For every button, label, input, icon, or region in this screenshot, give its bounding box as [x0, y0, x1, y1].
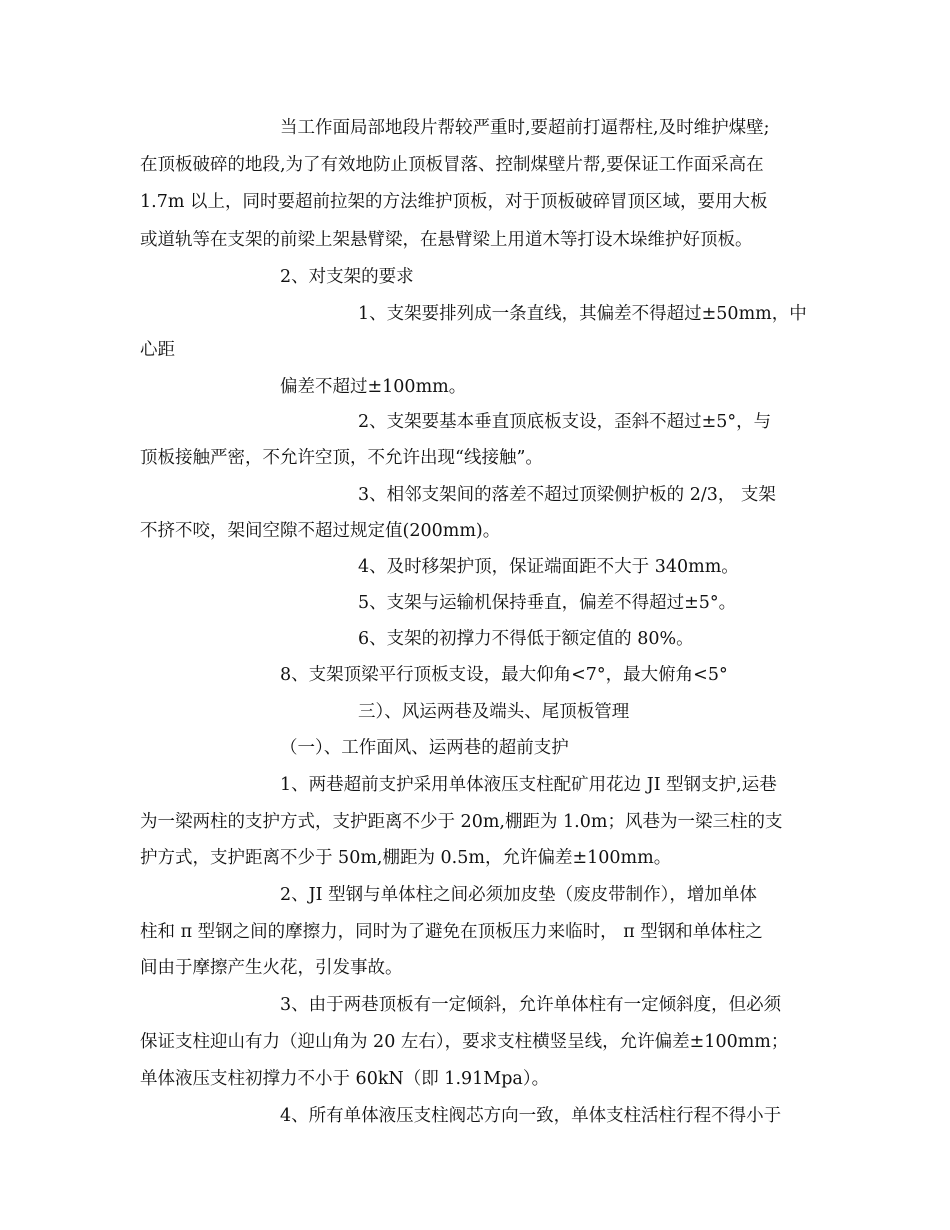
text-line: 偏差不超过±100mm。 [280, 377, 467, 397]
text-line: 为一梁两柱的支护方式，支护距离不少于 20m,棚距为 1.0m；风巷为一梁三柱的支 [140, 812, 783, 832]
text-line: 间由于摩擦产生火花，引发事故。 [140, 958, 403, 978]
text-line: 不挤不咬，架间空隙不超过规定值(200mm)。 [140, 521, 501, 541]
text-line: 心距 [140, 340, 175, 360]
list-item: 2、支架要基本垂直顶底板支设，歪斜不超过±5°，与 [358, 412, 772, 432]
list-item: 3、由于两巷顶板有一定倾斜，允许单体柱有一定倾斜度，但必须 [280, 995, 782, 1015]
list-item: 6、支架的初撑力不得低于额定值的 80%。 [358, 629, 694, 649]
section-heading: 2、对支架的要求 [280, 267, 414, 287]
text-line: 保证支柱迎山有力（迎山角为 20 左右），要求支柱横竖呈线，允许偏差±100mm； [140, 1032, 789, 1052]
text-line: 在顶板破碎的地段,为了有效地防止顶板冒落、控制煤壁片帮,要保证工作面采高在 [140, 155, 764, 175]
list-item: 8、支架顶梁平行顶板支设，最大仰角<7°，最大俯角<5° [280, 665, 728, 685]
text-line: 顶板接触严密，不允许空顶，不允许出现“线接触”。 [140, 448, 543, 468]
list-item: 1、支架要排列成一条直线，其偏差不得超过±50mm，中 [358, 304, 807, 324]
list-item: 1、两巷超前支护采用单体液压支柱配矿用花边 JI 型钢支护,运巷 [280, 775, 777, 795]
list-item: 5、支架与运输机保持垂直，偏差不得超过±5°。 [358, 593, 737, 613]
list-item: 4、及时移架护顶，保证端面距不大于 340mm。 [358, 557, 739, 577]
text-line: 柱和 π 型钢之间的摩擦力，同时为了避免在顶板压力来临时， π 型钢和单体柱之 [140, 922, 763, 942]
text-line: 单体液压支柱初撑力不小于 60kN（即 1.91Mpa）。 [140, 1069, 550, 1089]
section-heading: （一）、工作面风、运两巷的超前支护 [280, 738, 569, 758]
text-line: 或道轨等在支架的前梁上架悬臂梁，在悬臂梁上用道木等打设木垛维护好顶板。 [140, 230, 753, 250]
text-line: 1.7m 以上，同时要超前拉架的方法维护顶板，对于顶板破碎冒顶区域，要用大板 [140, 192, 768, 212]
list-item: 3、相邻支架间的落差不超过顶梁侧护板的 2/3， 支架 [358, 485, 776, 505]
text-line: 当工作面局部地段片帮较严重时,要超前打逼帮柱,及时维护煤壁; [280, 118, 770, 138]
list-item: 4、所有单体液压支柱阀芯方向一致，单体支柱活柱行程不得小于 [280, 1106, 782, 1126]
section-heading: 三）、风运两巷及端头、尾顶板管理 [358, 702, 630, 722]
list-item: 2、JI 型钢与单体柱之间必须加皮垫（废皮带制作），增加单体 [280, 885, 757, 905]
text-line: 护方式，支护距离不少于 50m,棚距为 0.5m，允许偏差±100mm。 [140, 848, 672, 868]
